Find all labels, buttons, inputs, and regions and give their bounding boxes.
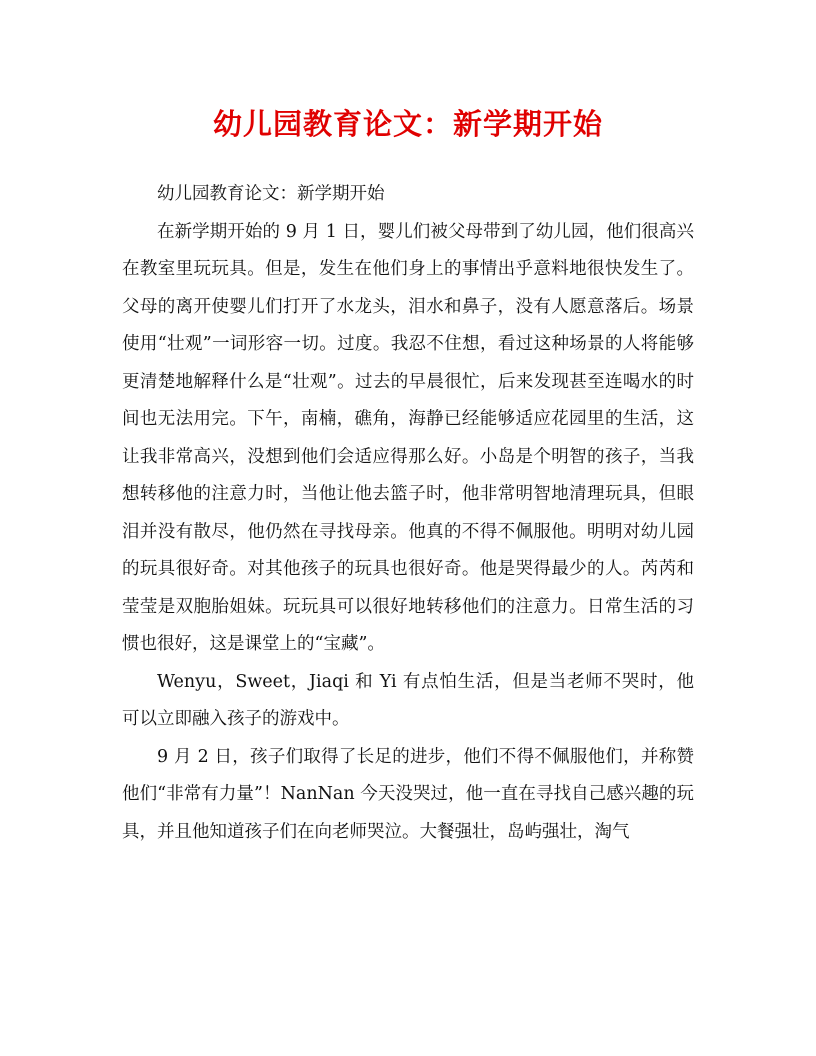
paragraph: 9 月 2 日，孩子们取得了长足的进步，他们不得不佩服他们，并称赞他们“非常有力量”！NanNan 今天没哭过，他一直在寻找自己感兴趣的玩具，并且他知道孩子们在向老师哭泣。大餐强壮，岛屿强壮，淘气	[122, 746, 694, 842]
document-title: 幼儿园教育论文：新学期开始	[212, 107, 603, 141]
paragraph-subtitle: 幼儿园教育论文：新学期开始	[157, 184, 385, 204]
paragraph: Wenyu，Sweet，Jiaqi 和 Yi 有点怕生活，但是当老师不哭时，他可以立即融入孩子的游戏中。	[122, 671, 694, 729]
paragraph: 在新学期开始的 9 月 1 日，婴儿们被父母带到了幼儿园，他们很高兴在教室里玩玩具。但是，发生在他们身上的事情出乎意料地很快发生了。父母的离开使婴儿们打开了水龙头，泪水和鼻子，没有人愿意落后。场景使用“壮观”一词形容一切。过度。我忍不住想，看过这种场景的人将能够更清楚地解释什么是“壮观”。过去的早晨很忙，后来发现甚至连喝水的时间也无法用完。下午，南楠，礁角，海静已经能够适应花园里的生活，这让我非常高兴，没想到他们会适应得那么好。小岛是个明智的孩子，当我想转移他的注意力时，当他让他去篮子时，他非常明智地清理玩具，但眼泪并没有散尽，他仍然在寻找母亲。他真的不得不佩服他。明明对幼儿园的玩具很好奇。对其他孩子的玩具也很好奇。他是哭得最少的人。芮芮和莹莹是双胞胎姐妹。玩玩具可以很好地转移他们的注意力。日常生活的习惯也很好，这是课堂上的“宝藏”。	[122, 221, 694, 654]
document-body	[122, 176, 694, 851]
